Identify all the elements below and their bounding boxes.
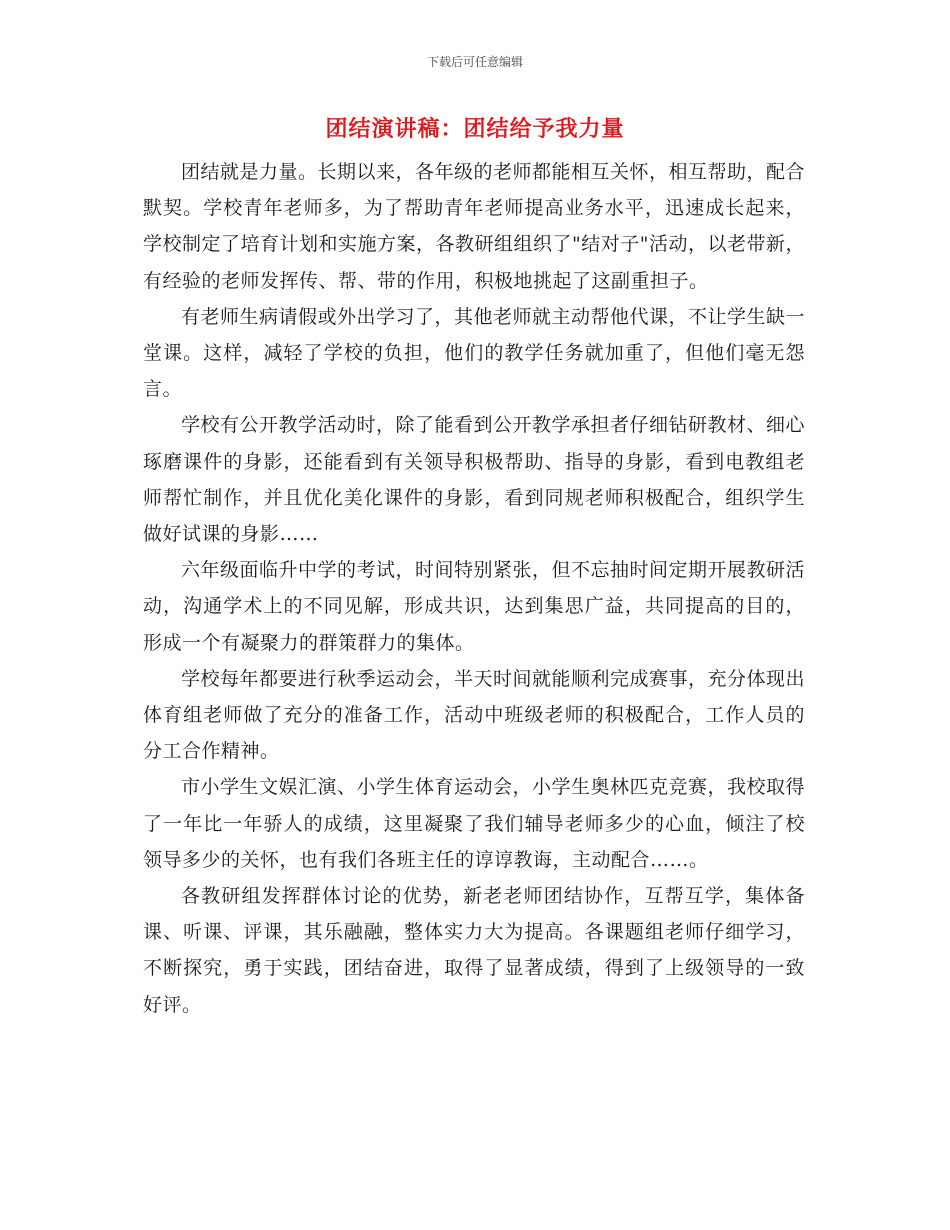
document-title: 团结演讲稿：团结给予我力量 — [325, 117, 625, 142]
paragraph-2: 有老师生病请假或外出学习了，其他老师就主动帮他代课，不让学生缺一堂课。这样，减轻了学校的负担，他们的教学任务就加重了，但他们毫无怨言。 — [143, 305, 806, 401]
paragraph-5: 学校每年都要进行秋季运动会，半天时间就能顺利完成赛事，充分体现出体育组老师做了充分的准备工作，活动中班级老师的积极配合，工作人员的分工合作精神。 — [143, 667, 806, 763]
page-header: 下载后可任意编辑 — [426, 55, 523, 69]
paragraph-4: 六年级面临升中学的考试，时间特别紧张，但不忘抽时间定期开展教研活动，沟通学术上的不同见解，形成共识，达到集思广益，共同提高的目的，形成一个有凝聚力的群策群力的集体。 — [143, 559, 806, 654]
paragraph-6: 市小学生文娱汇演、小学生体育运动会，小学生奥林匹克竞赛，我校取得了一年比一年骄人的成绩，这里凝聚了我们辅导老师多少的心血，倾注了校领导多少的关怀，也有我们各班主任的谆谆教诲，主动配合……。 — [143, 776, 806, 871]
paragraph-1: 团结就是力量。长期以来，各年级的老师都能相互关怀，相互帮助，配合默契。学校青年老师多，为了帮助青年老师提高业务水平，迅速成长起来，学校制定了培育计划和实施方案，各教研组组织了"结对子"活动，以老带新，有经验的老师发挥传、帮、带的作用，积极地挑起了这副重担子。 — [143, 161, 806, 292]
paragraph-3: 学校有公开教学活动时，除了能看到公开教学承担者仔细钻研教材、细心琢磨课件的身影，还能看到有关领导积极帮助、指导的身影，看到电教组老师帮忙制作，并且优化美化课件的身影，看到同规老师积极配合，组织学生做好试课的身影…… — [143, 414, 806, 546]
paragraph-7: 各教研组发挥群体讨论的优势，新老老师团结协作，互帮互学，集体备课、听课、评课，其乐融融，整体实力大为提高。各课题组老师仔细学习，不断探究，勇于实践，团结奋进，取得了显著成绩，得到了上级领导的一致好评。 — [143, 885, 805, 1016]
document-body — [143, 154, 805, 1023]
